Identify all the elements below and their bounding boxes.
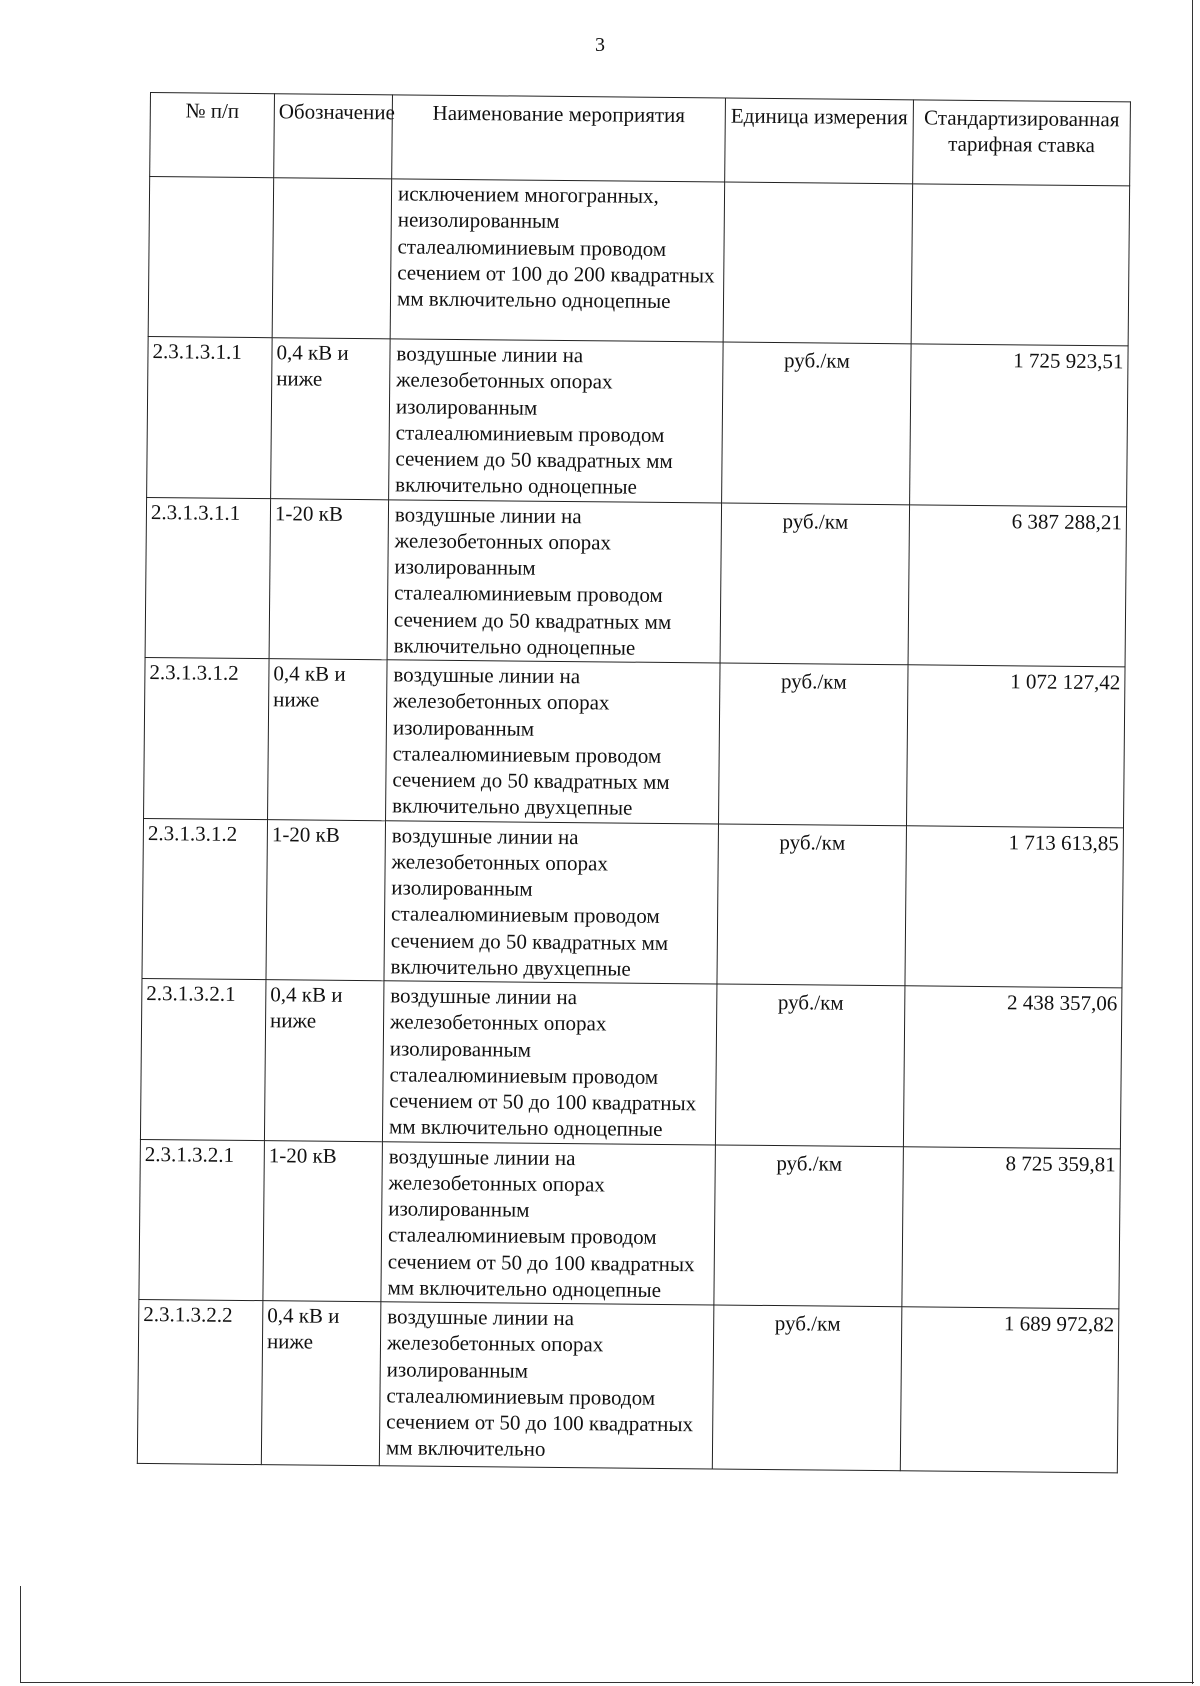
cell-num: 2.3.1.3.1.2	[144, 657, 270, 819]
scan-frame-right	[1192, 0, 1193, 1684]
cell-rate: 1 072 127,42	[906, 665, 1125, 828]
cell-num: 2.3.1.3.1.1	[147, 336, 273, 498]
cell-designation: 0,4 кВ и ниже	[261, 1301, 381, 1466]
tariff-rates-table	[137, 92, 1131, 1473]
cell-designation	[272, 178, 392, 339]
cell-unit: руб./км	[722, 342, 912, 504]
header-rate: Стандартизированная тарифная ставка	[913, 100, 1131, 186]
scan-frame-bottom	[20, 1682, 1194, 1683]
table-row	[139, 1139, 1120, 1309]
cell-rate: 2 438 357,06	[903, 986, 1122, 1149]
cell-name: воздушные линии на железобетонных опорах изолированным сталеалюминиевым проводом сечением от 50 до 100 квадратных мм включительно одноцепные	[382, 981, 717, 1145]
cell-rate: 1 725 923,51	[910, 344, 1129, 507]
cell-num: 2.3.1.3.1.1	[145, 497, 271, 659]
table-header-row	[150, 93, 1131, 186]
cell-name: воздушные линии на железобетонных опорах изолированным сталеалюминиевым проводом сечением до 50 квадратных мм включительно двухцепные	[386, 660, 721, 824]
header-num: № п/п	[150, 93, 275, 178]
header-name: Наименование мероприятия	[392, 95, 726, 182]
cell-unit: руб./км	[712, 1305, 902, 1471]
cell-num: 2.3.1.3.2.1	[139, 1139, 265, 1301]
scan-frame-left	[20, 1586, 21, 1682]
cell-unit: руб./км	[720, 503, 910, 665]
table-row	[145, 497, 1126, 667]
cell-rate: 1 713 613,85	[905, 825, 1124, 988]
table-row-continuation	[148, 177, 1129, 346]
cell-num: 2.3.1.3.1.2	[142, 818, 268, 980]
cell-designation: 0,4 кВ и ниже	[264, 980, 384, 1142]
cell-name: воздушные линии на железобетонных опорах изолированным сталеалюминиевым проводом сечением до 50 квадратных мм включительно одноцепные	[389, 339, 724, 503]
table-row	[137, 1299, 1119, 1472]
cell-num: 2.3.1.3.2.1	[140, 978, 266, 1140]
cell-num	[148, 177, 274, 338]
cell-num: 2.3.1.3.2.2	[137, 1299, 263, 1464]
table-row	[140, 978, 1121, 1148]
cell-name: воздушные линии на железобетонных опорах изолированным сталеалюминиевым проводом сечением до 50 квадратных мм включительно двухцепные	[384, 820, 719, 984]
cell-unit: руб./км	[717, 823, 907, 985]
cell-unit: руб./км	[714, 1144, 904, 1306]
cell-rate: 1 689 972,82	[900, 1307, 1119, 1473]
cell-designation: 1-20 кВ	[269, 498, 389, 660]
page-number: 3	[595, 34, 605, 56]
cell-rate: 8 725 359,81	[902, 1146, 1121, 1309]
cell-name: воздушные линии на железобетонных опорах изолированным сталеалюминиевым проводом сечением от 50 до 100 квадратных мм включительно одноцепные	[381, 1141, 716, 1305]
table-row	[144, 657, 1125, 827]
cell-designation: 0,4 кВ и ниже	[268, 659, 388, 821]
cell-designation: 1-20 кВ	[263, 1140, 383, 1302]
cell-rate: 6 387 288,21	[908, 504, 1127, 667]
cell-name: исключением многогранных, неизолированным сталеалюминиевым проводом сечением от 100 до 200 квадратных мм включительно одноцепные	[390, 179, 725, 342]
cell-name: воздушные линии на железобетонных опорах изолированным сталеалюминиевым проводом сечением до 50 квадратных мм включительно одноцепные	[387, 499, 722, 663]
cell-unit: руб./км	[715, 984, 905, 1146]
cell-unit	[723, 182, 913, 344]
header-designation: Обозначение	[274, 94, 393, 179]
cell-rate	[911, 184, 1130, 346]
table-row	[142, 818, 1123, 988]
cell-name: воздушные линии на железобетонных опорах изолированным сталеалюминиевым проводом сечением от 50 до 100 квадратных мм включительно	[379, 1302, 714, 1469]
cell-unit: руб./км	[719, 663, 909, 825]
header-unit: Единица измерения	[725, 98, 914, 184]
cell-designation: 1-20 кВ	[266, 819, 386, 981]
cell-designation: 0,4 кВ и ниже	[271, 338, 391, 500]
table-row	[147, 336, 1128, 506]
